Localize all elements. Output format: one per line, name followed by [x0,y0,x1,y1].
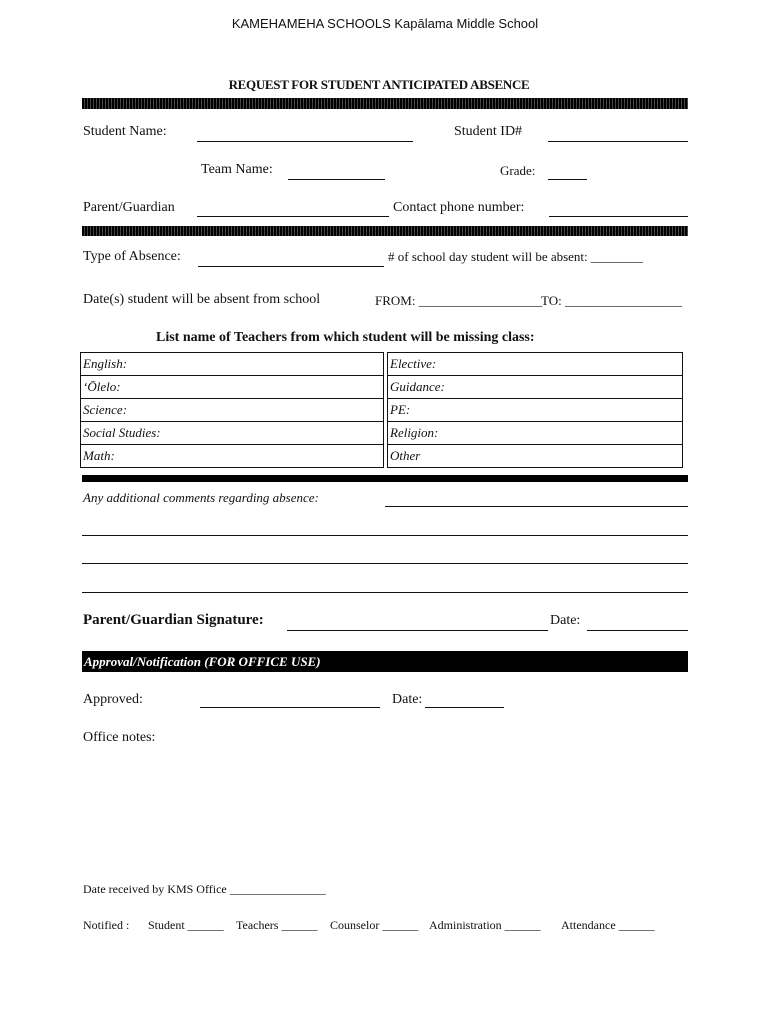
section-rule [82,226,688,236]
signature-date-label: Date: [550,613,581,628]
table-row [80,352,683,376]
office-use-header [82,651,688,672]
contact-phone-field[interactable] [549,216,688,217]
notified-label: Notified : [83,918,130,932]
math-cell[interactable]: Math: [80,445,384,468]
table-row [80,445,683,468]
comments-line-4[interactable] [82,592,688,593]
student-name-field[interactable] [197,141,413,142]
title-rule [82,98,688,109]
table-row [80,422,683,445]
school-header: KAMEHAMEHA SCHOOLS Kapālama Middle School [231,16,539,31]
to-date-field[interactable]: TO: __________________ [541,293,682,308]
parent-field[interactable] [197,216,389,217]
olelo-cell[interactable]: ʻŌlelo: [80,376,384,399]
elective-cell[interactable]: Elective: [387,352,683,376]
office-use-heading: Approval/Notification (FOR OFFICE USE) [84,654,321,669]
english-cell[interactable]: English: [80,352,384,376]
signature-date-field[interactable] [587,630,688,631]
absence-dates-label: Date(s) student will be absent from school [83,292,321,307]
teachers-table [77,352,686,468]
guidance-cell[interactable]: Guidance: [387,376,683,399]
notified-attendance[interactable]: Attendance ______ [561,918,655,932]
notified-administration[interactable]: Administration ______ [429,918,541,932]
approved-label: Approved: [83,692,143,707]
pe-cell[interactable]: PE: [387,399,683,422]
team-name-field[interactable] [288,179,385,180]
office-date-label: Date: [392,692,423,707]
grade-field[interactable] [548,179,587,180]
signature-label: Parent/Guardian Signature: [83,612,264,628]
student-id-field[interactable] [548,141,688,142]
student-name-label: Student Name: [83,124,167,139]
comments-line-2[interactable] [82,535,688,536]
science-cell[interactable]: Science: [80,399,384,422]
signature-field[interactable] [287,630,548,631]
approved-field[interactable] [200,707,380,708]
absence-type-field[interactable] [198,266,384,267]
form-title: REQUEST FOR STUDENT ANTICIPATED ABSENCE [228,77,530,92]
office-date-field[interactable] [425,707,504,708]
office-notes-label: Office notes: [83,730,156,745]
religion-cell[interactable]: Religion: [387,422,683,445]
absence-type-label: Type of Absence: [83,249,181,264]
table-row [80,399,683,422]
notified-student[interactable]: Student ______ [148,918,224,932]
other-cell[interactable]: Other [387,445,683,468]
grade-label: Grade: [500,163,536,178]
team-name-label: Team Name: [201,162,273,177]
table-row [80,376,683,399]
from-date-field[interactable]: FROM: ___________________ [375,293,543,308]
comments-line-3[interactable] [82,563,688,564]
table-bottom-rule [82,475,688,482]
date-received-field[interactable]: Date received by KMS Office ________________ [83,882,326,896]
notified-counselor[interactable]: Counselor ______ [330,918,419,932]
notified-teachers[interactable]: Teachers ______ [236,918,318,932]
comments-label: Any additional comments regarding absence: [83,490,319,505]
social-studies-cell[interactable]: Social Studies: [80,422,384,445]
days-absent-label[interactable]: # of school day student will be absent: ________ [388,249,643,264]
comments-line-1[interactable] [385,506,688,507]
teachers-heading: List name of Teachers from which student will be missing class: [156,330,535,345]
parent-label: Parent/Guardian [83,200,175,215]
student-id-label: Student ID# [454,124,523,139]
contact-phone-label: Contact phone number: [393,200,525,215]
